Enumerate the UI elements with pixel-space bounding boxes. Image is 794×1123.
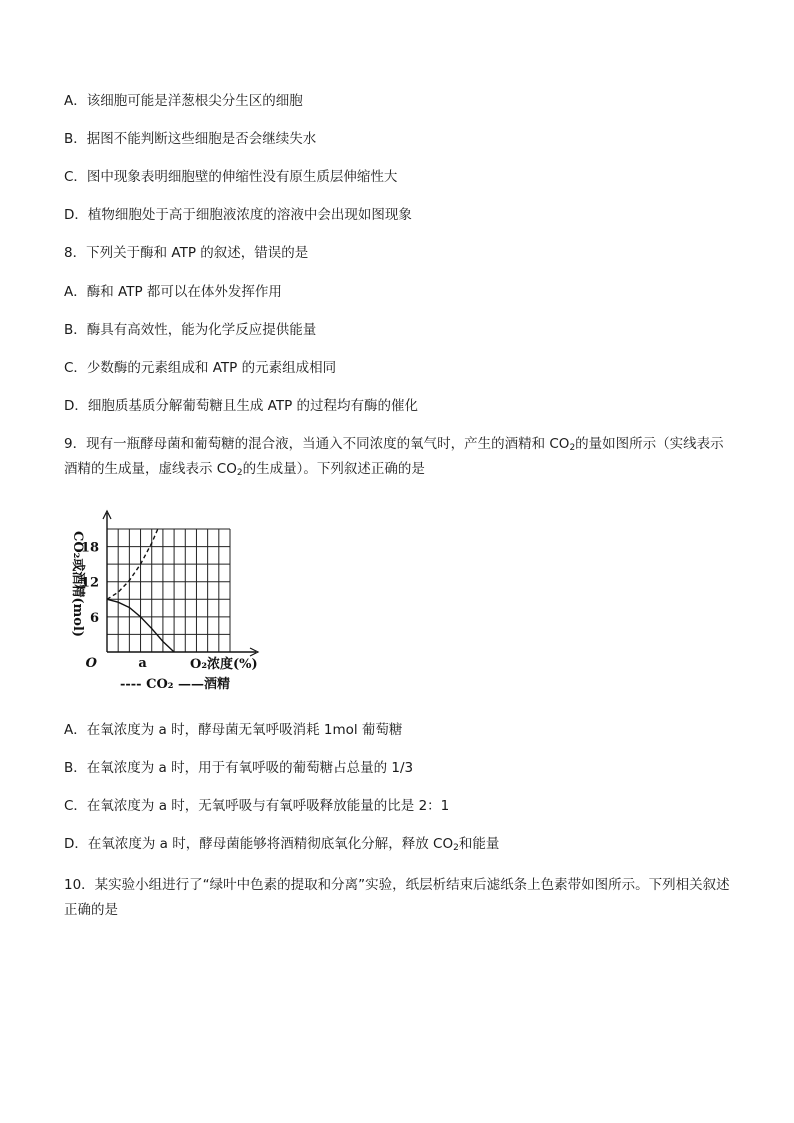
q9-stem-part2: 的量如图所示（实线表示酒精的生成量，虚线表示 CO [64,436,724,477]
q7-option-b: B．据图不能判断这些细胞是否会继续失水 [64,131,317,147]
origin-label: O [85,656,97,671]
q8-option-a: A．酶和 ATP 都可以在体外发挥作用 [64,284,282,300]
q9-option-c: C．在氧浓度为 a 时，无氧呼吸与有氧呼吸释放能量的比是 2：1 [64,798,450,814]
q7-option-a: A．该细胞可能是洋葱根尖分生区的细胞 [64,93,303,109]
y-tick-label: 12 [80,575,99,591]
q9-option-a: A．在氧浓度为 a 时，酵母菌无氧呼吸消耗 1mol 葡萄糖 [64,722,403,738]
q9-stem-sub2: 2 [236,468,243,478]
q9-option-b: B．在氧浓度为 a 时，用于有氧呼吸的葡萄糖占总量的 1/3 [64,760,414,776]
q8-option-c: C．少数酶的元素组成和 ATP 的元素组成相同 [64,360,337,376]
series-co2-line [107,517,163,599]
q8-option-d: D．细胞质基质分解葡萄糖且生成 ATP 的过程均有酶的催化 [64,398,419,414]
x-tick-label: a [138,656,147,671]
q9-stem [64,432,734,482]
q9-option-d [64,835,499,853]
q9-stem-part3: 的生成量）。下列叙述正确的是 [242,461,425,477]
q9-option-d-pre: D．在氧浓度为 a 时，酵母菌能够将酒精彻底氧化分解，释放 CO [64,836,454,852]
q8-option-b: B．酶具有高效性，能为化学反应提供能量 [64,322,317,338]
q9-stem-sub1: 2 [569,443,576,453]
q9-option-d-post: 和能量 [458,836,500,852]
q7-option-d: D．植物细胞处于高于细胞液浓度的溶液中会出现如图现象 [64,207,412,223]
y-tick-label: 18 [80,540,99,556]
x-axis-label: O₂浓度(%) [190,657,258,672]
y-tick-label: 6 [89,610,99,626]
q9-option-d-sub: 2 [453,843,459,853]
q9-stem-part1: 9．现有一瓶酵母菌和葡萄糖的混合液，当通入不同浓度的氧气时，产生的酒精和 CO [64,436,570,452]
co2-alcohol-chart [60,505,280,700]
q7-option-c: C．图中现象表明细胞壁的伸缩性没有原生质层伸缩性大 [64,169,398,185]
legend: ---- CO₂ ——酒精 [120,677,230,692]
q10-stem: 10．某实验小组进行了“绿叶中色素的提取和分离”实验，纸层析结束后滤纸条上色素带如图所示。下列相关叙述正确的是 [64,877,730,918]
y-axis-label: CO₂或酒精(mol) [70,531,85,638]
q8-stem: 8．下列关于酶和 ATP 的叙述，错误的是 [64,245,309,261]
